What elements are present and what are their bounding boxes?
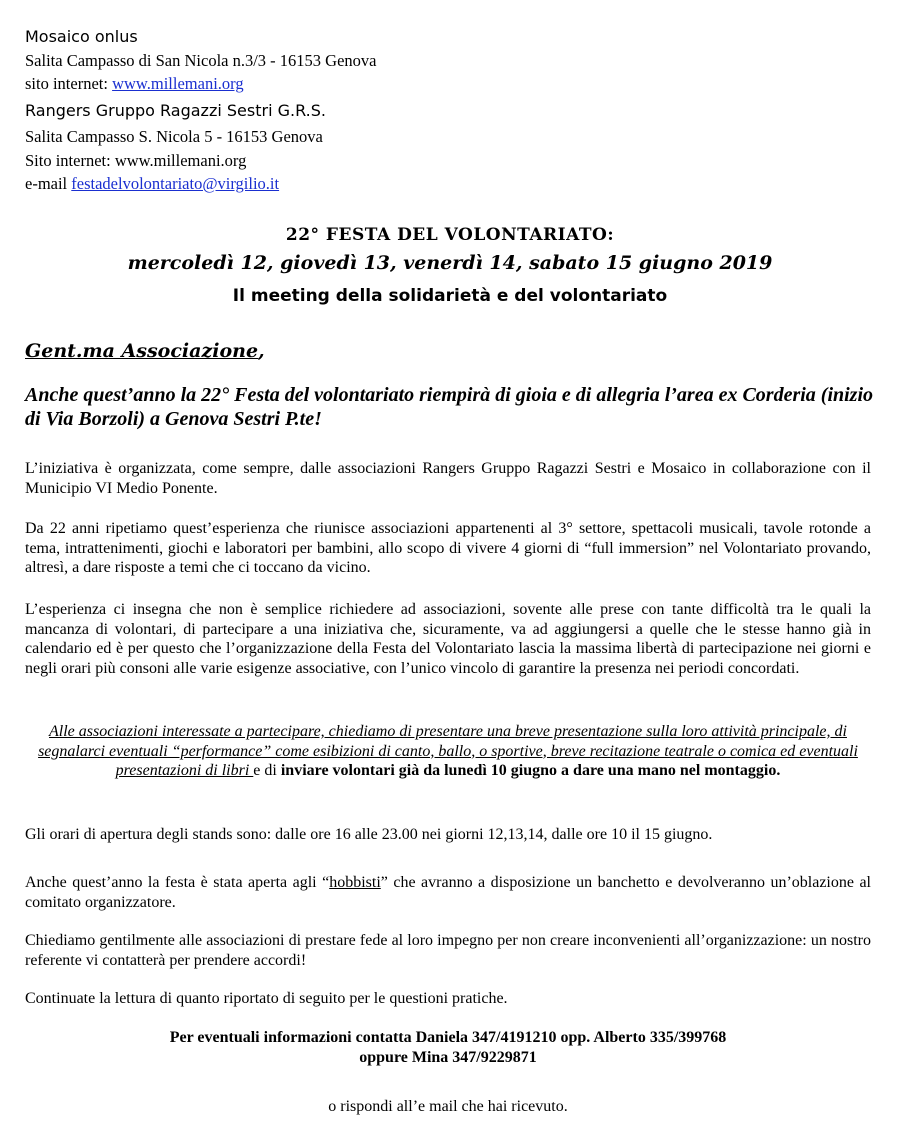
- org1-site-label: sito internet:: [25, 74, 113, 93]
- contact-line-3: o rispondi all’e mail che hai ricevuto.: [328, 1098, 568, 1115]
- festival-subtitle: Il meeting della solidarietà e del volontariato: [232, 286, 668, 306]
- org1-address: Salita Campasso di San Nicola n.3/3 - 16153 Genova: [25, 51, 377, 70]
- paragraph-commitment: Chiediamo gentilmente alle associazioni di prestare fede al loro impegno per non creare inconvenienti all’organizzazione: un nostro referente vi contatterà per prendere accordi!: [25, 932, 871, 969]
- paragraph-hours: Gli orari di apertura degli stands sono: dalle ore 16 alle 23.00 nei giorni 12,13,14, dalle ore 10 il 15 giugno.: [25, 826, 713, 843]
- request-plain: e di: [253, 762, 281, 779]
- paragraph-experience: Da 22 anni ripetiamo quest’esperienza che riunisce associazioni appartenenti al 3° settore, spettacoli musicali, tavole rotonde a tema, intrattenimenti, giochi e laboratori per bambini, allo scopo di vivere 4 giorni di “full immersion” nel Volontariato provando, altresì, a dare risposte a temi che ci toccano da vicino.: [25, 520, 871, 576]
- hobbyists-a: Anche quest’anno la festa è stata aperta agli “: [25, 874, 330, 891]
- org2-name: Rangers Gruppo Ragazzi Sestri G.R.S.: [25, 101, 326, 120]
- org2-email-label: e-mail: [25, 174, 72, 193]
- contact-line-1: Per eventuali informazioni contatta Daniela 347/4191210 opp. Alberto 335/399768: [169, 1029, 727, 1046]
- request-bold: inviare volontari già da lunedì 10 giugno a dare una mano nel montaggio: [280, 762, 777, 779]
- greeting-comma: ,: [258, 340, 265, 362]
- org2-address: Salita Campasso S. Nicola 5 - 16153 Genova: [25, 127, 323, 146]
- org2-email: [25, 174, 279, 194]
- paragraph-continue: Continuate la lettura di quanto riportato di seguito per le questioni pratiche.: [25, 990, 508, 1007]
- paragraph-freedom: L’esperienza ci insegna che non è semplice richiedere ad associazioni, sovente alle prese con tante difficoltà tra le quali la mancanza di volontari, di partecipare a una iniziativa che, sicuramente, va ad aggiungersi a quelle che le stesse hanno già in calendario ed è per questo che l’organizzazione della Festa del Volontariato lascia la massima libertà di partecipazione nei giorni e negli orari più consoni alle varie esigenze associative, con l’unico vincolo di garantire la presenza nei periodi concordati.: [25, 601, 871, 677]
- request-italic: Alle associazioni interessate a partecipare, chiediamo di presentare una breve presentazione sulla loro attività principale, di segnalarci eventuali “performance” come esibizioni di canto, ballo, o sportive, breve recitazione teatrale o comica ed eventuali presentazioni di libri: [38, 723, 858, 779]
- hobbyists-b: ” che avranno a disposizione un banchetto e devolveranno un’oblazione al comitato organizzatore.: [25, 874, 872, 911]
- org1-site-link[interactable]: www.millemani.org: [112, 74, 244, 93]
- org2-email-link[interactable]: festadelvolontariato@virgilio.it: [71, 174, 280, 193]
- org1-site: [25, 74, 244, 94]
- paragraph-request: [25, 722, 871, 781]
- org1-name: Mosaico onlus: [25, 27, 138, 46]
- hobbyists-word: hobbisti: [329, 874, 381, 891]
- paragraph-organizers: L’iniziativa è organizzata, come sempre, dalle associazioni Rangers Gruppo Ragazzi Sestri e Mosaico in collaborazione con il Municipio VI Medio Ponente.: [25, 460, 871, 497]
- contact-line-2: oppure Mina 347/9229871: [359, 1049, 537, 1066]
- greeting-text: Gent.ma Associazione: [25, 340, 259, 362]
- org2-site: Sito internet: www.millemani.org: [25, 151, 247, 170]
- request-end: .: [776, 762, 781, 779]
- festival-title: 22° FESTA DEL VOLONTARIATO:: [285, 225, 615, 245]
- festival-dates: mercoledì 12, giovedì 13, venerdì 14, sabato 15 giugno 2019: [127, 252, 773, 274]
- lead-paragraph: Anche quest’anno la 22° Festa del volontariato riempirà di gioia e di allegria l’area ex Corderia (inizio di Via Borzoli) a Genova Sestri P.te!: [25, 384, 874, 430]
- paragraph-hobbyists: [25, 873, 871, 912]
- greeting: [25, 340, 265, 362]
